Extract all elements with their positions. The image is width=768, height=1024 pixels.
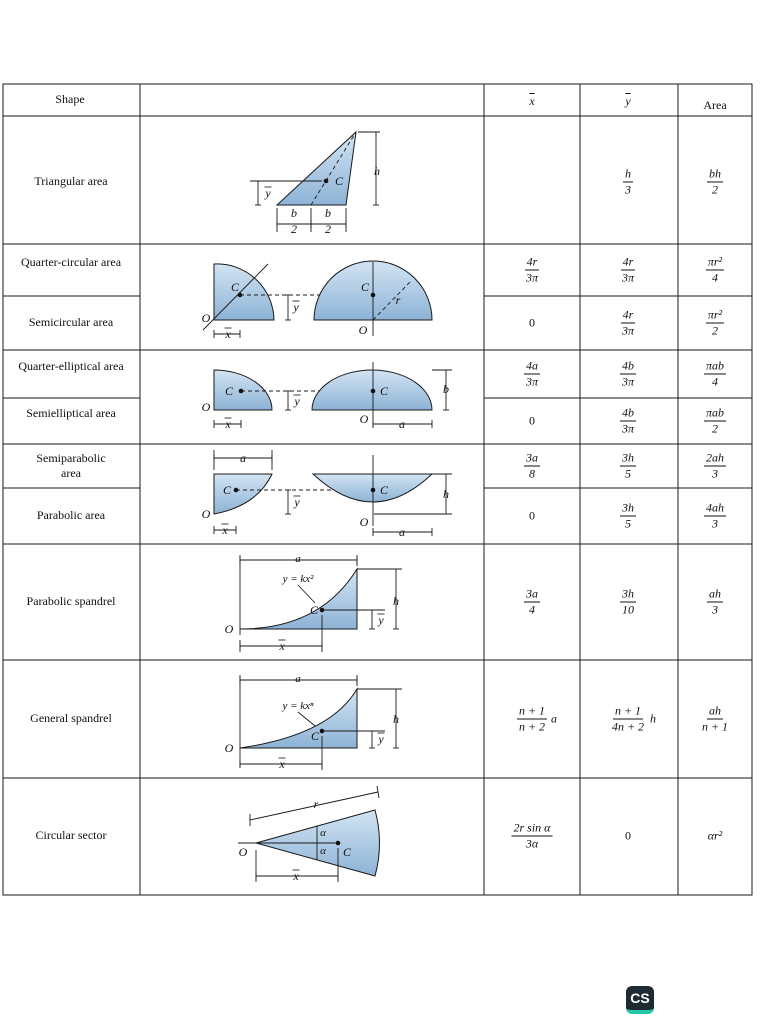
area-value-denominator: 2 xyxy=(711,421,718,436)
xbar-value-denominator: n + 2 xyxy=(518,719,546,734)
camscanner-badge: CS xyxy=(626,986,654,1014)
centroid-dot xyxy=(324,179,329,184)
xbar-value xyxy=(524,360,540,389)
xbar-value xyxy=(524,256,540,285)
curve-equation: y = kx² xyxy=(282,573,314,585)
xbar-label: x xyxy=(279,757,285,771)
ybar-value-numerator: 4b xyxy=(621,405,634,420)
ybar-value xyxy=(620,256,636,285)
shape-label: Semiparabolic area xyxy=(36,451,106,480)
a-label: a xyxy=(240,451,246,465)
ybar-value-denominator: 5 xyxy=(625,466,631,481)
area-value-numerator: 2ah xyxy=(706,450,724,465)
area-value xyxy=(704,360,726,389)
ybar-value-denominator: 3 xyxy=(625,182,631,197)
area-value xyxy=(707,588,723,617)
xbar-value xyxy=(524,588,540,617)
ybar-value xyxy=(620,309,636,338)
xbar-value-denominator: 3α xyxy=(525,836,539,851)
xbar-value: 0 xyxy=(529,315,535,330)
shape-label: Triangular area xyxy=(34,174,108,188)
ybar-value-numerator: 3h xyxy=(622,586,634,601)
area-value-numerator: πab xyxy=(705,405,725,420)
ybar-label: y xyxy=(293,300,299,314)
header-ybar: $\overline{y}$ xyxy=(625,94,631,108)
shape-label: Semicircular area xyxy=(28,315,114,329)
h-label: h xyxy=(374,164,380,178)
area-value xyxy=(700,705,730,734)
centroid-dot xyxy=(336,841,341,846)
header-xbar: $\overline{x}$ xyxy=(529,94,535,108)
centroid-label: C xyxy=(360,280,370,294)
centroid-label: C xyxy=(224,384,234,398)
xbar-value-numerator: 2r sin α xyxy=(513,820,551,835)
ybar-label: y xyxy=(378,613,384,627)
area-value xyxy=(704,452,726,481)
xbar-value-numerator: 4a xyxy=(525,358,538,373)
ybar-value-numerator: n + 1 xyxy=(614,703,642,718)
a-label: a xyxy=(295,673,301,685)
ybar-label: y xyxy=(265,186,271,200)
ybar-value xyxy=(620,502,636,531)
h-label: h xyxy=(393,594,399,608)
alpha-label: α xyxy=(320,845,326,857)
area-value xyxy=(706,309,724,338)
header-area: Area xyxy=(703,98,727,112)
h-label: h xyxy=(443,487,449,501)
xbar-value-denominator: 3π xyxy=(525,270,539,285)
xbar-value-numerator: 3a xyxy=(526,450,538,465)
b-label: b xyxy=(443,382,449,396)
ybar-value xyxy=(620,360,636,389)
xbar-value-denominator: 3π xyxy=(525,374,539,389)
centroid-dot xyxy=(371,488,376,493)
xbar-label: x xyxy=(279,639,285,653)
centroid-label: C xyxy=(222,483,232,497)
origin-label: O xyxy=(201,507,211,521)
a-label: a xyxy=(399,417,405,431)
ybar-label: y xyxy=(378,732,384,746)
xbar-value-numerator: 3a xyxy=(526,586,538,601)
area-value-numerator: 4ah xyxy=(706,500,724,515)
shape-label: Quarter-circular area xyxy=(21,255,122,269)
area-value-numerator: πr² xyxy=(707,307,723,322)
origin-label: O xyxy=(201,311,211,325)
area-value-numerator: πab xyxy=(705,358,725,373)
xbar-label: x xyxy=(225,417,231,431)
origin-label: O xyxy=(224,622,234,636)
area-value xyxy=(706,256,724,285)
ybar-value xyxy=(620,407,636,436)
r-label: r xyxy=(313,797,319,811)
b-over-2-label: b xyxy=(325,206,331,220)
ybar-value-denominator: 3π xyxy=(621,374,635,389)
h-label: h xyxy=(393,712,399,726)
area-value-denominator: 4 xyxy=(711,374,718,389)
ybar-value-numerator: 3h xyxy=(622,500,634,515)
area-value xyxy=(704,502,726,531)
xbar-value-denominator: 4 xyxy=(529,602,535,617)
xbar-value-suffix: a xyxy=(551,711,558,726)
origin-label: O xyxy=(238,845,248,859)
area-value: αr² xyxy=(707,828,723,843)
ybar-value: 0 xyxy=(625,828,631,843)
alpha-label: α xyxy=(320,827,326,839)
triangle-shape xyxy=(277,132,356,205)
area-value-denominator: 2 xyxy=(712,182,718,197)
centroid-label: C xyxy=(230,280,240,294)
ybar-value-suffix: h xyxy=(650,711,657,726)
ybar-value-denominator: 5 xyxy=(625,516,631,531)
leader-line xyxy=(298,712,315,726)
ybar-value-denominator: 3π xyxy=(621,421,635,436)
b-over-2-label: b xyxy=(291,206,297,220)
centroid-label: C xyxy=(309,603,319,617)
xbar-value: 0 xyxy=(529,413,535,428)
area-value-numerator: ah xyxy=(709,586,721,601)
a-label: a xyxy=(295,553,301,565)
xbar-value-numerator: n + 1 xyxy=(518,703,546,718)
centroid-dot xyxy=(371,293,376,298)
ybar-value-numerator: 4r xyxy=(622,254,634,269)
a-label: a xyxy=(399,525,405,539)
shape-label: Quarter-elliptical area xyxy=(18,359,124,373)
general-spandrel-shape xyxy=(240,689,357,748)
origin-label: O xyxy=(359,515,369,529)
ybar-value-numerator: 3h xyxy=(622,450,634,465)
area-value xyxy=(704,407,726,436)
shape-label: Parabolic spandrel xyxy=(26,594,116,608)
b-over-2-denominator: 2 xyxy=(325,222,331,236)
shape-label: Parabolic area xyxy=(36,508,106,522)
quarter-circle-shape xyxy=(214,264,274,320)
shape-label: General spandrel xyxy=(30,711,112,725)
ybar-value-denominator: 3π xyxy=(621,270,635,285)
curve-equation: y = kxⁿ xyxy=(282,700,314,712)
r-label: r xyxy=(395,293,401,307)
xbar-value: 0 xyxy=(529,508,535,523)
area-value-numerator: bh xyxy=(709,166,721,181)
ybar-value-denominator: 4n + 2 xyxy=(611,719,645,734)
area-value-denominator: 3 xyxy=(712,466,718,481)
area-value-denominator: 2 xyxy=(712,323,718,338)
centroid-label: C xyxy=(342,845,352,859)
ybar-value xyxy=(620,588,636,617)
ybar-value-numerator: 4r xyxy=(622,307,634,322)
area-value-denominator: n + 1 xyxy=(701,719,729,734)
area-value-numerator: ah xyxy=(708,703,721,718)
xbar-value xyxy=(512,822,553,851)
ybar-label: y xyxy=(294,394,300,408)
centroid-label: C xyxy=(379,483,389,497)
xbar-value xyxy=(517,703,558,734)
origin-label: O xyxy=(358,323,368,337)
origin-label: O xyxy=(201,400,211,414)
area-value-denominator: 3 xyxy=(712,602,718,617)
area-value-denominator: 4 xyxy=(712,270,718,285)
centroid-label: C xyxy=(310,729,320,743)
ybar-value-numerator: h xyxy=(625,166,631,181)
header-shape: Shape xyxy=(55,92,85,106)
shape-label: Circular sector xyxy=(35,828,107,842)
shape-label: Semielliptical area xyxy=(26,406,116,420)
centroid-label: C xyxy=(379,384,389,398)
ybar-value xyxy=(623,168,633,197)
area-value xyxy=(707,168,723,197)
ybar-value-numerator: 4b xyxy=(621,358,634,373)
xbar-label: x xyxy=(293,869,299,883)
xbar-label: x xyxy=(222,523,228,537)
origin-label: O xyxy=(359,412,369,426)
xbar-value-denominator: 8 xyxy=(529,466,535,481)
area-value-numerator: πr² xyxy=(707,254,723,269)
ybar-value xyxy=(610,703,657,734)
ybar-value-denominator: 3π xyxy=(621,323,635,338)
xbar-value xyxy=(524,452,540,481)
ybar-value-denominator: 10 xyxy=(622,602,634,617)
xbar-value-numerator: 4r xyxy=(526,254,538,269)
xbar-label: x xyxy=(225,327,231,341)
area-value-denominator: 3 xyxy=(712,516,718,531)
ybar-label: y xyxy=(294,495,300,509)
b-over-2-denominator: 2 xyxy=(291,222,297,236)
origin-label: O xyxy=(224,741,234,755)
leader-line xyxy=(298,585,315,603)
ybar-value xyxy=(620,452,636,481)
centroid-dot xyxy=(371,389,376,394)
centroid-label: C xyxy=(334,174,344,188)
